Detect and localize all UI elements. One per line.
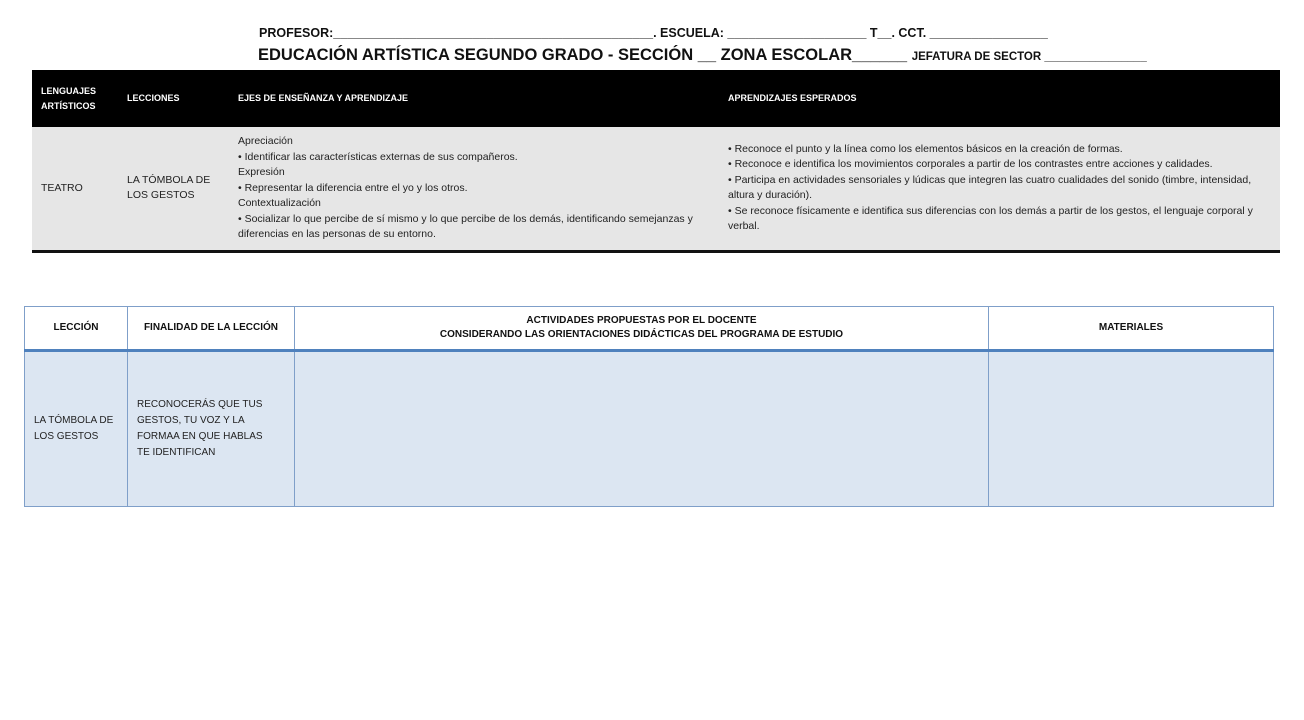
- col-header-activities: [295, 307, 989, 351]
- expected-item: • Se reconoce físicamente e identifica sus diferencias con los demás a partir de los gestos, el lenguaje corporal y verbal.: [728, 204, 1253, 233]
- cell-axes: [229, 127, 719, 251]
- col-header-languages: LENGUAJES ARTÍSTICOS: [32, 70, 118, 127]
- cell-purpose: [128, 351, 295, 507]
- header-line-professor: PROFESOR:______________________________________________. ESCUELA: ____________________ T__. CCT. _________________: [259, 26, 1048, 40]
- axes-line: • Identificar las características externas de sus compañeros.: [238, 150, 518, 163]
- purpose-line: FORMAA EN QUE HABLAS: [137, 431, 263, 442]
- axes-line: • Socializar lo que percibe de sí mismo y lo que percibe de los demás, identificando semejanzas y diferencias en las personas de su entorno.: [238, 212, 693, 240]
- purpose-line: GESTOS, TU VOZ Y LA: [137, 415, 245, 426]
- col-header-lesson: LECCIÓN: [25, 307, 128, 351]
- lesson-table: [24, 306, 1274, 507]
- col-header-materials: MATERIALES: [989, 307, 1274, 351]
- purpose-line: TE IDENTIFICAN: [137, 447, 216, 458]
- cell-lesson-name: LA TÓMBOLA DE LOS GESTOS: [25, 351, 128, 507]
- cell-materials[interactable]: [989, 351, 1274, 507]
- col-header-purpose: FINALIDAD DE LA LECCIÓN: [128, 307, 295, 351]
- expected-item: • Reconoce e identifica los movimientos corporales a partir de los contrastes entre acciones y calidades.: [728, 158, 1213, 171]
- activities-header-line: ACTIVIDADES PROPUESTAS POR EL DOCENTE: [526, 315, 757, 326]
- axes-line: • Representar la diferencia entre el yo y los otros.: [238, 181, 468, 194]
- title-text: EDUCACIÓN ARTÍSTICA SEGUNDO GRADO - SECCIÓN __ ZONA ESCOLAR______: [258, 46, 912, 64]
- jefatura-text: JEFATURA DE SECTOR ________________: [911, 51, 1147, 63]
- expected-item: • Reconoce el punto y la línea como los elementos básicos en la creación de formas.: [728, 142, 1123, 155]
- purpose-line: RECONOCERÁS QUE TUS: [137, 399, 263, 410]
- cell-activities[interactable]: [295, 351, 989, 507]
- axes-line: Contextualización: [238, 197, 321, 209]
- lesson-table-header: [25, 307, 1274, 351]
- plan-table: [32, 70, 1280, 253]
- axes-line: Apreciación: [238, 135, 293, 147]
- header-line-title: [258, 46, 1258, 65]
- table-row: [32, 127, 1280, 251]
- table-row: [25, 351, 1274, 507]
- cell-lesson: LA TÓMBOLA DE LOS GESTOS: [118, 127, 229, 251]
- plan-table-header: [32, 70, 1280, 127]
- cell-expected: [719, 127, 1280, 251]
- col-header-lessons: LECCIONES: [118, 70, 229, 127]
- activities-header-line: CONSIDERANDO LAS ORIENTACIONES DIDÁCTICAS DEL PROGRAMA DE ESTUDIO: [439, 329, 844, 340]
- axes-line: Expresión: [238, 166, 285, 178]
- col-header-axes: EJES DE ENSEÑANZA Y APRENDIZAJE: [229, 70, 719, 127]
- expected-item: • Participa en actividades sensoriales y lúdicas que integren las cuatro cualidades del sonido (timbre, intensidad, altura y duración).: [728, 173, 1252, 202]
- cell-language: TEATRO: [32, 127, 118, 251]
- col-header-expected: APRENDIZAJES ESPERADOS: [719, 70, 1280, 127]
